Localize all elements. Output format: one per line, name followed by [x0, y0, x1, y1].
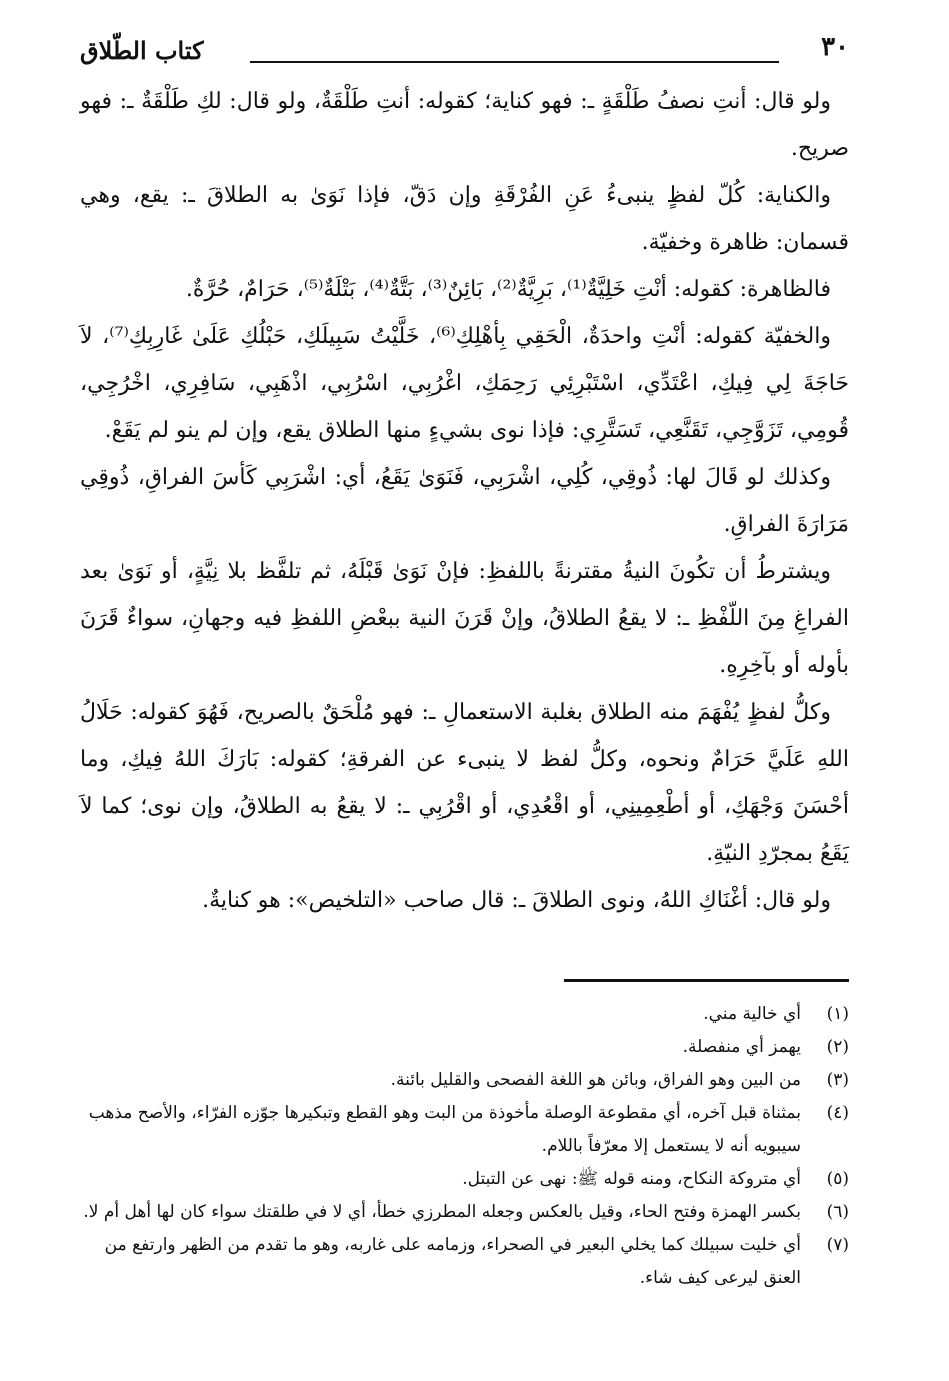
footnote-number: (٤)	[826, 1103, 849, 1123]
paragraph: فالظاهرة: كقوله: أنْتِ خَلِيَّةٌ⁽¹⁾، بَرِيَّةٌ⁽²⁾، بَائِنٌ⁽³⁾، بَتَّةٌ⁽⁴⁾، بَتْلَةٌ⁽⁵⁾، حَرَامٌ، حُرَّةٌ.	[185, 277, 831, 302]
footnote	[80, 1031, 849, 1064]
main-text	[80, 78, 849, 924]
paragraph: والكناية: كُلّ لفظٍ ينبىءُ عَنِ الفُرْقَةِ وإن دَقّ، فإذا نَوَىٰ به الطلاقَ ـ: يقع، وهي قسمان: ظاهرة وخفيّة.	[80, 183, 849, 255]
footnote	[80, 1064, 849, 1097]
footnote-text: أي خليت سبيلك كما يخلي البعير في الصحراء، وزمامه على غاربه، وهو ما تقدم من الظهر وارتفع من العنق ليرعى كيف شاء.	[104, 1235, 801, 1288]
footnote	[80, 1097, 849, 1163]
paragraph: وكلُّ لفظٍ يُفْهَمَ منه الطلاق بغلبة الاستعمالِ ـ: فهو مُلْحَقٌ بالصريح، فَهُوَ كقوله: حَلَالُ اللهِ عَلَيَّ حَرَامٌ ونحوه، وكلُّ لفظ لا ينبىء عن الفرقةِ؛ كقوله: بَارَكَ اللهُ فِيكِ، وما أحْسَنَ وَجْهَكِ، أو أطْعِمِينِي، أو اقْعُدِي، أو اقْرُبِي ـ: لا يقعُ به الطلاقُ، وإن نوى؛ كما لاَ يَقَعُ بمجرّدِ النيّةِ.	[80, 700, 849, 866]
paragraph: ويشترطُ أن تكُونَ النيةُ مقترنةً باللفظِ: فإنْ نَوَىٰ قَبْلَهُ، ثم تلفَّظ بلا نِيَّةٍ، أو نَوَىٰ بعد الفراغِ مِنَ اللّفْظِ ـ: لا يقعُ الطلاقُ، وإنْ قَرَنَ النية ببعْضِ اللفظِ فيه وجهانِ، سواءٌ قَرَنَ بأوله أو بآخِرِهِ.	[80, 559, 849, 678]
footnote-number: (٥)	[826, 1169, 849, 1189]
footnote-number: (٣)	[826, 1070, 849, 1090]
book-title: كتاب الطّلاق	[80, 36, 204, 65]
footnote	[80, 1229, 849, 1295]
footnote-text: أي خالية مني.	[703, 1004, 801, 1024]
footnote	[80, 1163, 849, 1196]
paragraph: ولو قال: أنتِ نصفُ طَلْقَةٍ ـ: فهو كناية؛ كقوله: أنتِ طَلْقَةٌ، ولو قال: لكِ طَلْقَةٌ ـ: فهو صريح.	[80, 89, 849, 161]
paragraph: وكذلك لو قَالَ لها: ذُوقِي، كُلِي، اشْرَبِي، فَنَوَىٰ يَقَعُ، أي: اشْرَبِي كَأسَ الفراقِ، ذُوقِي مَرَارَةَ الفراقِ.	[80, 465, 849, 537]
page-header	[80, 30, 849, 70]
footnote	[80, 1196, 849, 1229]
footnote-number: (٦)	[826, 1202, 849, 1222]
paragraph: ولو قال: أغْنَاكِ اللهُ، ونوى الطلاقَ ـ: قال صاحب «التلخيص»: هو كنايةٌ.	[202, 888, 831, 913]
footnote-text: يهمز أي منفصلة.	[682, 1037, 801, 1057]
footnote-number: (٢)	[826, 1037, 849, 1057]
footnote-text: بكسر الهمزة وفتح الحاء، وقيل بالعكس وجعله المطرزي خطأ، أي لا في طلقتك سواء كان لها أهل أم لا.	[83, 1202, 801, 1222]
footnotes	[80, 998, 849, 1295]
footnote-text: من البين وهو الفراق، وبائن هو اللغة الفصحى والقليل بائنة.	[390, 1070, 801, 1090]
footnote-number: (٧)	[826, 1235, 849, 1255]
footnote	[80, 998, 849, 1031]
paragraph: والخفيّة كقوله: أنْتِ واحدَةٌ، الْحَقِي بِأهْلِكِ⁽⁶⁾، خَلَّيْتُ سَبِيلَكِ، حَبْلُكِ عَلَىٰ غَارِبِكِ⁽⁷⁾، لاَ حَاجَةَ لِي فِيكِ، اعْتَدِّي، اسْتَبْرِئِي رَحِمَكِ، اغْرُبِي، اسْرُبِي، اذْهَبِي، سَافِرِي، اخْرُجِي، قُومِي، تَزَوَّجِي، تَقَنَّعِي، تَسَتَّرِي: فإذا نوى بشيءٍ منها الطلاق يقع، وإن لم ينو لم يَقَعْ.	[80, 324, 849, 443]
footnote-number: (١)	[826, 1004, 849, 1024]
page-number: ٣٠	[821, 32, 849, 62]
footnote-text: أي متروكة النكاح، ومنه قوله ﷺ: نهى عن التبتل.	[462, 1169, 801, 1189]
book-page	[80, 30, 849, 1295]
footnote-text: بمثناة قبل آخره، أي مقطوعة الوصلة مأخوذة من البت وهو القطع وتبكيرها جوّزه الفرّاء، والأصح مذهب سيبويه أنه لا يستعمل إلا معرّفاً باللام.	[88, 1103, 801, 1156]
footnote-divider	[564, 979, 849, 982]
header-rule	[250, 61, 779, 63]
